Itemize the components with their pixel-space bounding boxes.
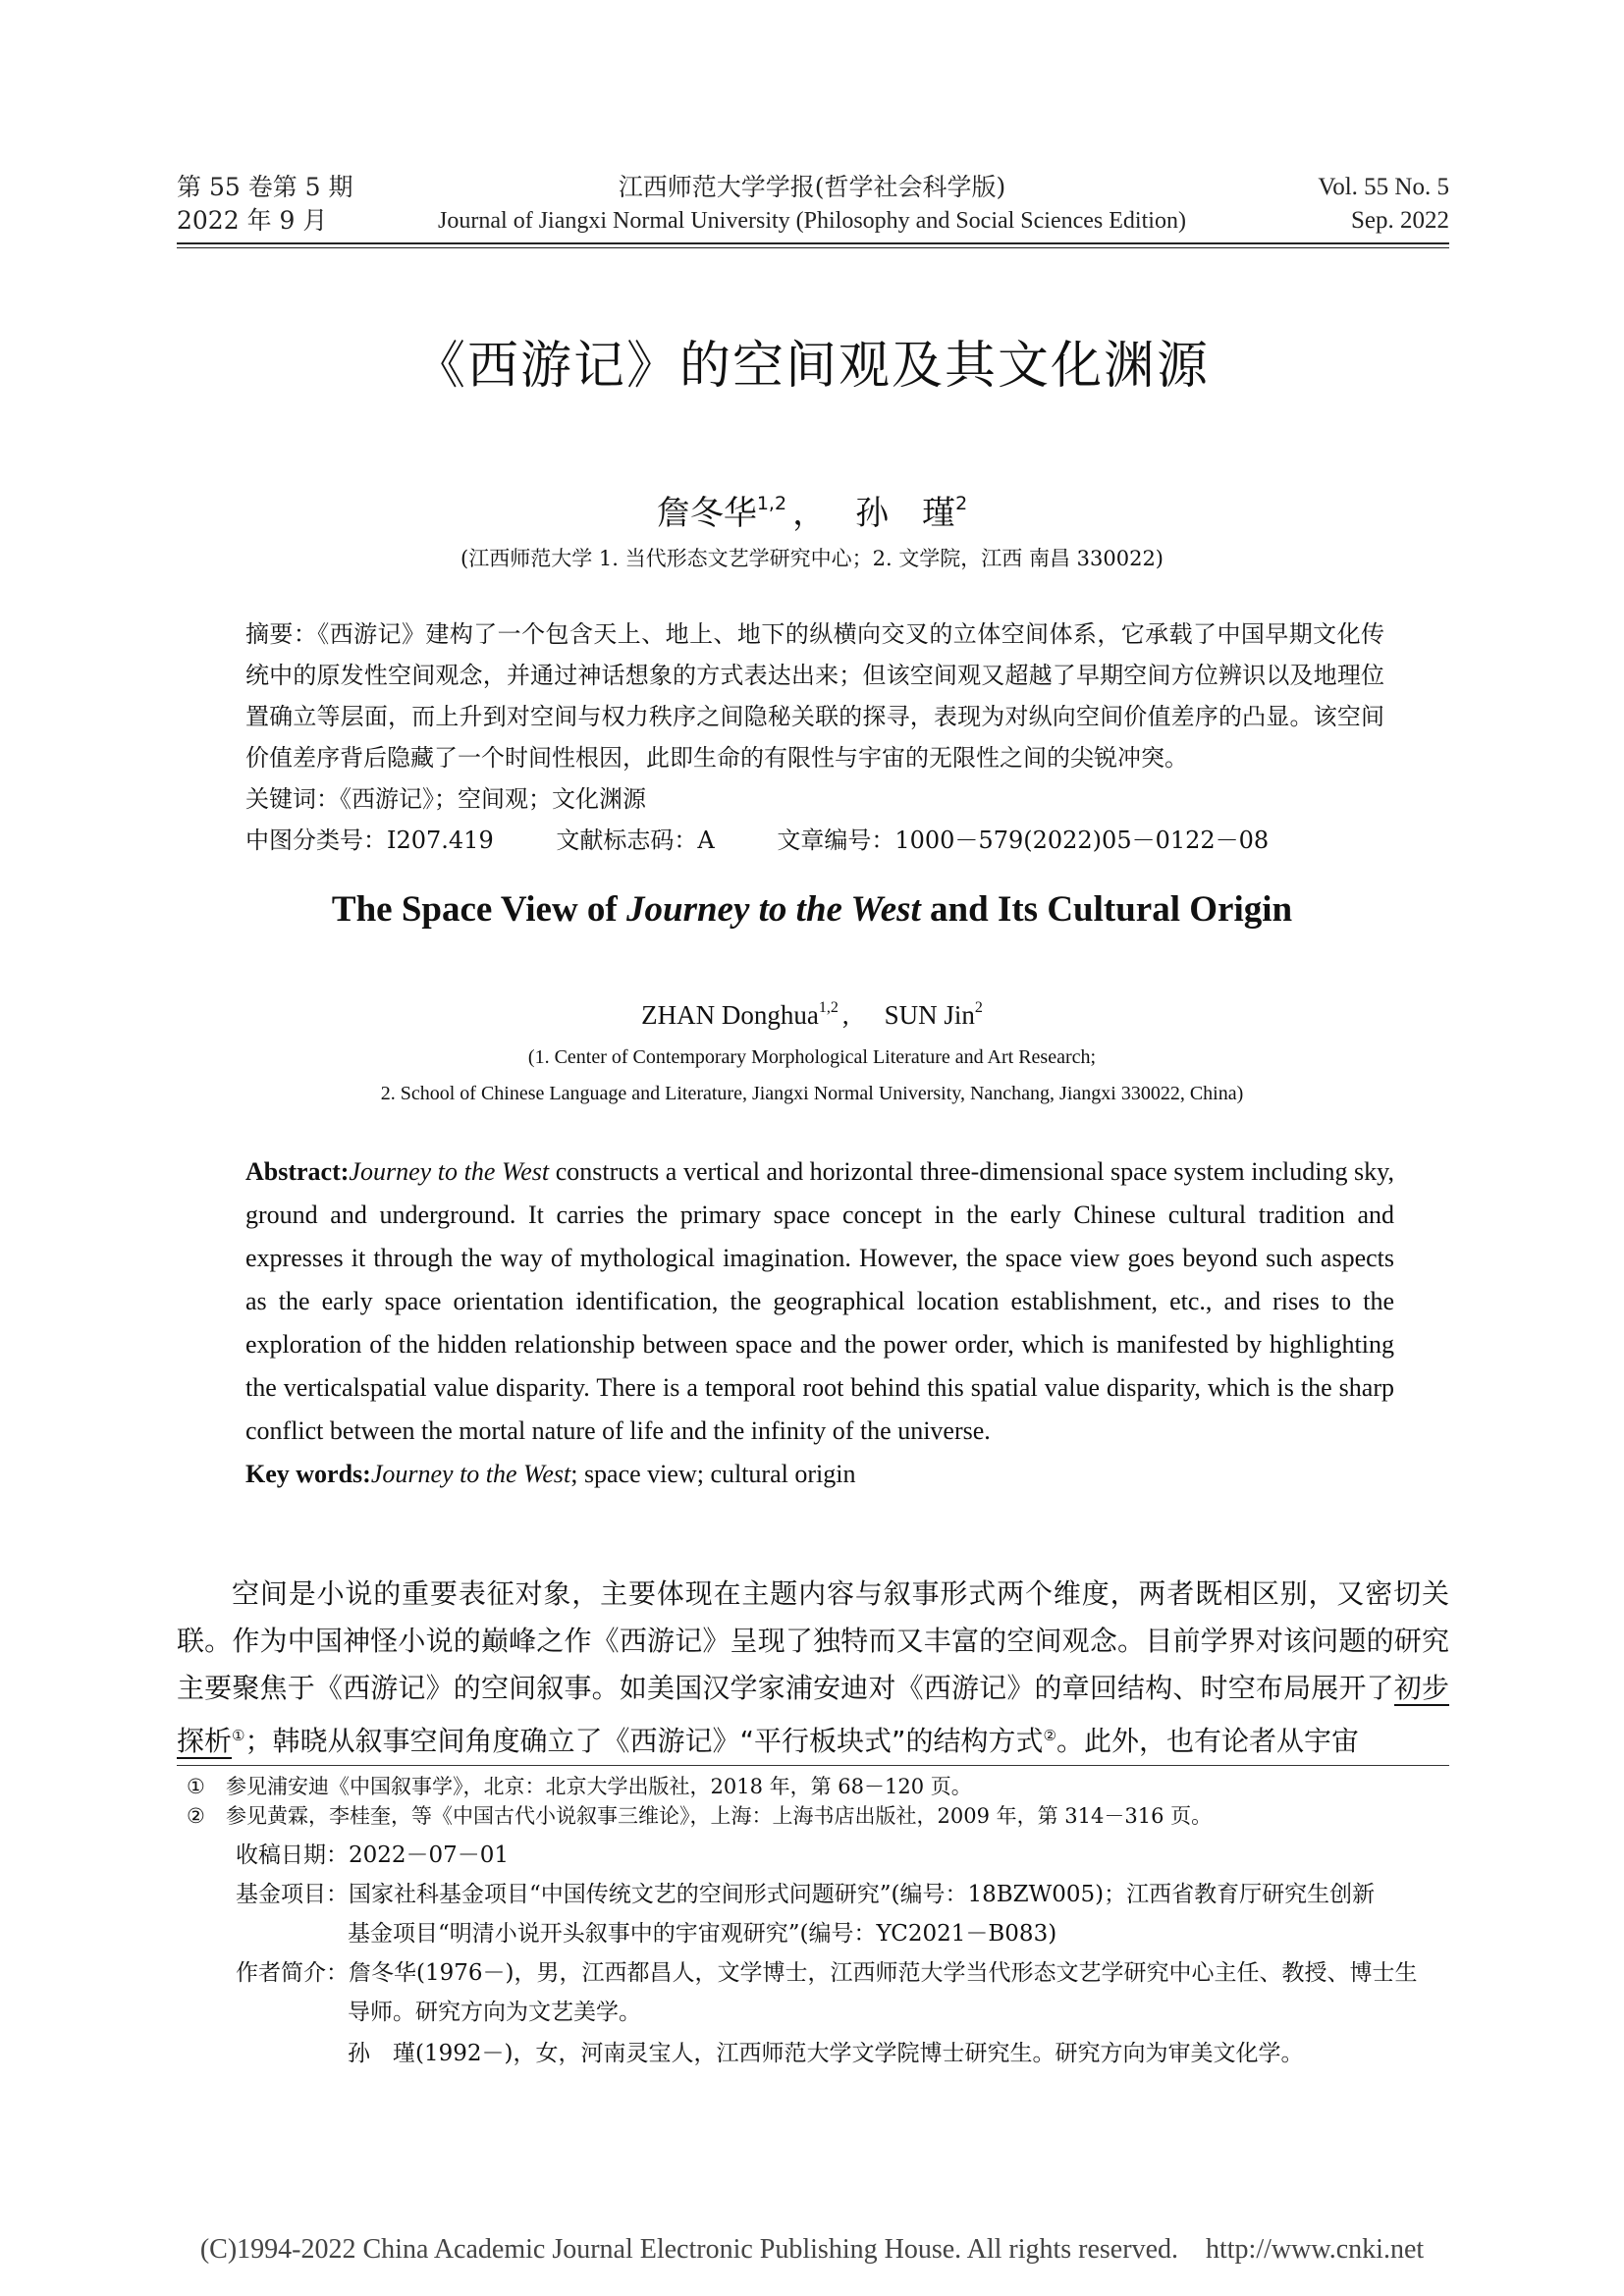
body-part-1: 空间是小说的重要表征对象，主要体现在主题内容与叙事形式两个维度，两者既相区别，又密切关联。作为中国神怪小说的巅峰之作《西游记》呈现了独特而又丰富的空间观念。目前学界对该问题的研究主要聚焦于《西游记》的空间叙事。如美国汉学家浦安迪对《西游记》的章回结构、时空布局展开了 [177, 1577, 1449, 1704]
header-volume-issue: 第 55 卷第 5 期 [177, 173, 353, 201]
footnote-1-text: 参见浦安迪《中国叙事学》，北京：北京大学出版社，2018 年，第 68－120 页。 [226, 1775, 972, 1798]
fund-line-2: 基金项目“明清小说开头叙事中的宇宙观研究”(编号：YC2021－B083) [348, 1921, 1057, 1947]
body-text [177, 1571, 1449, 1765]
abstract-cn: 摘要：《西游记》建构了一个包含天上、地上、地下的纵横向交叉的立体空间体系，它承载了中国早期文化传统中的原发性空间观念，并通过神话想象的方式表达出来；但该空间观又超越了早期空间方位辨识以及地理位置确立等层面，而上升到对空间与权力秩序之间隐秘关联的探寻，表现为对纵向空间价值差序的凸显。该空间价值差序背后隐藏了一个时间性根因，此即生命的有限性与宇宙的无限性之间的尖锐冲突。 [245, 620, 1384, 772]
body-paragraph [177, 1571, 1449, 1765]
clc-number: 中图分类号：I207.419 [245, 827, 494, 854]
author-2-cn-affil: 2 [955, 493, 968, 514]
author-2-cn: 孙 瑾 [855, 494, 956, 533]
title-en-suffix: and Its Cultural Origin [920, 889, 1293, 930]
author-1-en: ZHAN Donghua [641, 1000, 819, 1030]
header-volume-info-en [1318, 171, 1449, 238]
header-rule-top [177, 242, 1449, 244]
author-1-cn: 詹冬华 [656, 494, 757, 533]
footnote-2-text: 参见黄霖，李桂奎，等《中国古代小说叙事三维论》，上海：上海书店出版社，2009 年，第 314－316 页。 [226, 1804, 1213, 1828]
keywords-en [245, 1453, 1394, 1496]
keywords-en-rest: ; space view; cultural origin [570, 1460, 856, 1488]
footnote-ref-1[interactable]: ① [232, 1727, 245, 1744]
header-vol-no-en: Vol. 55 No. 5 [1318, 174, 1449, 200]
author-1-en-affil: 1,2 [818, 999, 839, 1016]
footnote-1 [187, 1772, 1443, 1801]
author-2-en-affil: 2 [974, 999, 983, 1016]
received-date: 收稿日期：2022－07－01 [236, 1842, 510, 1868]
article-title-cn: 《西游记》的空间观及其文化渊源 [413, 337, 1210, 396]
affiliation-en-line2: 2. School of Chinese Language and Literature, Jiangxi Normal University, Nanchang, Jiangxi 330022, China) [380, 1083, 1244, 1104]
footnote-2 [187, 1801, 1443, 1831]
abstract-en-book-title: Journey to the West [349, 1157, 550, 1186]
copyright-footer: (C)1994-2022 China Academic Journal Electronic Publishing House. All rights reserved. http://www.cnki.net [199, 2234, 1425, 2265]
author-1-cn-affil: 1,2 [756, 493, 787, 514]
keywords-cn: 关键词：《西游记》；空间观；文化渊源 [245, 785, 646, 813]
authors-en [0, 999, 1624, 1031]
affiliation-cn: (江西师范大学 1. 当代形态文艺学研究中心；2. 文学院，江西 南昌 330022) [460, 547, 1164, 570]
author-intro-line-2: 导师。研究方向为文艺美学。 [348, 2000, 641, 2025]
abstract-en-block [245, 1150, 1394, 1496]
header-journal-cn: 江西师范大学学报(哲学社会科学版) [618, 173, 1006, 201]
abstract-en [245, 1150, 1394, 1453]
abstract-cn-block [245, 614, 1384, 861]
author-intro-line-3: 孙 瑾(1992－)，女，河南灵宝人，江西师范大学文学院博士研究生。研究方向为审美文化学。 [348, 2041, 1304, 2066]
footnote-2-marker: ② [187, 1804, 205, 1828]
author-separator-en: , [841, 1000, 849, 1030]
header-date-en: Sep. 2022 [1351, 207, 1449, 234]
abstract-en-label: Abstract: [245, 1157, 350, 1186]
article-title-en [0, 888, 1624, 931]
authors-cn [0, 486, 1624, 534]
document-code: 文献标志码：A [556, 827, 715, 854]
keywords-en-book-title: Journey to the West [370, 1460, 571, 1488]
author-separator-cn: ， [792, 494, 827, 533]
title-en-prefix: The Space View of [331, 889, 626, 930]
header-date: 2022 年 9 月 [177, 206, 328, 235]
footnote-rule [177, 1765, 1449, 1766]
classification-line [245, 820, 1384, 861]
footnote-1-marker: ① [187, 1775, 205, 1798]
body-underlined-text: 初步探析 [177, 1672, 1449, 1757]
header-rule-bottom [177, 247, 1449, 248]
article-number: 文章编号：1000－579(2022)05－0122－08 [777, 827, 1270, 854]
abstract-en-text: constructs a vertical and horizontal three-dimensional space system including sky, ground and underground. It carries the primary space concept in the early Chinese cultural tradition and expresses it through the way of mythological imagination. However, the space view goes beyond such aspects as the early space orientation identification, the geographical location establishment, etc., and rises to the exploration of the hidden relationship between space and the power order, which is manifested by highlighting the verticalspatial value disparity. There is a temporal root behind this spatial value disparity, which is the sharp conflict between the mortal nature of life and the infinity of the universe. [245, 1157, 1394, 1445]
fund-line-1: 基金项目：国家社科基金项目“中国传统文艺的空间形式问题研究”(编号：18BZW005)；江西省教育厅研究生创新 [236, 1882, 1376, 1907]
body-part-3: 。此外，也有论者从宇宙 [1056, 1725, 1359, 1757]
body-part-2: ；韩晓从叙事空间角度确立了《西游记》“平行板块式”的结构方式 [244, 1725, 1044, 1757]
header-journal-en: Journal of Jiangxi Normal University (Philosophy and Social Sciences Edition) [438, 208, 1186, 234]
title-en-italic: Journey to the West [626, 889, 921, 930]
keywords-en-label: Key words: [245, 1460, 371, 1488]
author-intro-line-1: 作者简介：詹冬华(1976－)，男，江西都昌人，文学博士，江西师范大学当代形态文艺学研究中心主任、教授、博士生 [236, 1960, 1418, 1986]
affiliation-en-line1: (1. Center of Contemporary Morphological Literature and Art Research; [527, 1046, 1097, 1068]
footnote-ref-2[interactable]: ② [1043, 1727, 1056, 1744]
author-2-en: SUN Jin [884, 1000, 975, 1030]
